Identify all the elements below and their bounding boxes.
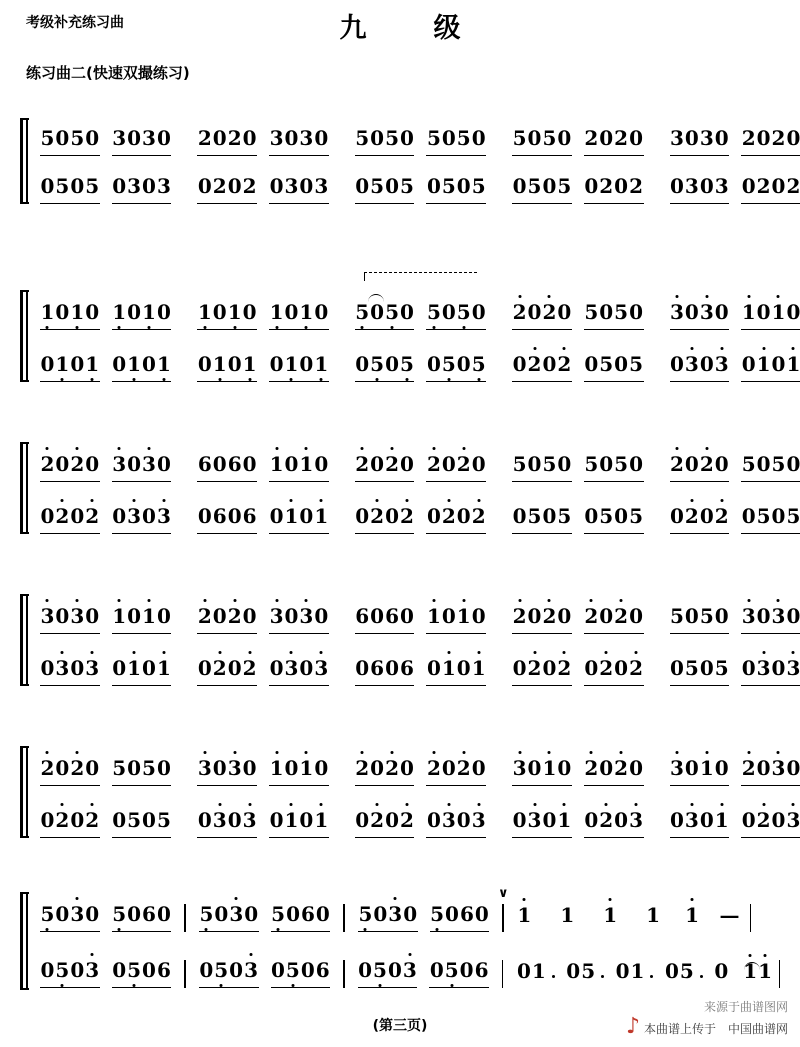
staff: [20, 880, 780, 1000]
note-group: 0 1 0 1: [112, 658, 172, 686]
page-number: (第三页): [372, 1018, 428, 1034]
note-group: 3 0 3 0: [670, 128, 730, 156]
note-group: 0 5 0 3: [40, 960, 100, 988]
system-brace: [20, 442, 29, 534]
staff: [20, 272, 800, 382]
measure: [34, 606, 177, 634]
system-6: [20, 880, 780, 1000]
staff: [20, 118, 800, 204]
note-group: 0 3 0 3: [269, 658, 329, 686]
lower-voice-row: [34, 504, 800, 534]
note-group: 0 5: [566, 961, 599, 988]
measure: [349, 354, 492, 382]
note-group: 1 0 1 0: [40, 302, 100, 330]
note-group: 0 2 0 2: [355, 810, 415, 838]
measure: [506, 810, 649, 838]
note-group: 5 0 6 0: [112, 904, 172, 932]
measure: [664, 506, 800, 534]
note-group: 0 2 0 2: [355, 506, 415, 534]
note-group: 2 0 3 0: [741, 758, 800, 786]
note-group: 0 5 0 5: [426, 176, 486, 204]
note-group: 5 0 6 0: [271, 904, 331, 932]
note-group: 0 5 0 5: [40, 176, 100, 204]
note-group: 0 2 0 3: [741, 810, 800, 838]
note-group: 0 3 0 3: [426, 810, 486, 838]
note-group: 1 0 1 0: [269, 758, 329, 786]
upper-voice-row: [34, 126, 800, 156]
barline: [343, 960, 344, 988]
system-2: [20, 272, 800, 382]
measure: [506, 176, 649, 204]
note-group: 1 0 1 0: [112, 606, 172, 634]
note-group: 5 0 5 0: [584, 454, 644, 482]
measure: [34, 128, 177, 156]
note-group: 5 0 5 0: [355, 128, 415, 156]
measure: [34, 454, 177, 482]
upper-voice-row: [34, 300, 800, 330]
measure: [664, 810, 800, 838]
note-group: 5 0 5 0: [40, 128, 100, 156]
measure: [191, 658, 334, 686]
note-group: 0 1 0 1: [40, 354, 100, 382]
note-group: 5 0 5 0: [512, 128, 572, 156]
measure: [191, 606, 334, 634]
note-group: 0 5 0 5: [741, 506, 800, 534]
note-group: 3 0 1 0: [670, 758, 730, 786]
measure: [506, 658, 649, 686]
measure: [191, 176, 334, 204]
lower-voice-row: [34, 656, 800, 686]
measure: [34, 658, 177, 686]
note-group: 5 0 5 0: [426, 302, 486, 330]
note-group: 2 0 2 0: [197, 128, 257, 156]
note-group: 0 2 0 2: [512, 354, 572, 382]
note-group: 2 0 2 0: [426, 454, 486, 482]
note-group: 1: [685, 905, 700, 932]
system-3: [20, 424, 800, 534]
measure: [34, 904, 177, 932]
note-group: 0 2 0 3: [584, 810, 644, 838]
lower-voice-row: [34, 808, 800, 838]
barline: [343, 904, 345, 932]
measure: [664, 606, 800, 634]
barline: [184, 960, 185, 988]
measure: [349, 506, 492, 534]
measure: [352, 960, 495, 988]
note-group: 0 1 0 1: [112, 354, 172, 382]
note-group: 0 3 0 1: [512, 810, 572, 838]
note-group: 0 3 0 3: [40, 658, 100, 686]
note-group: 2 0 2 0: [197, 606, 257, 634]
note-group: 2 0 2 0: [355, 758, 415, 786]
note-group: 0 3 0 1: [670, 810, 730, 838]
note-group: 0 5 0 5: [355, 176, 415, 204]
note-group: 0 6 0 6: [355, 658, 415, 686]
measure: [352, 904, 495, 932]
measure: [349, 758, 492, 786]
note-group: 0 2 0 2: [584, 658, 644, 686]
note-group: 0 2 0 2: [512, 658, 572, 686]
barline: [184, 904, 186, 932]
note-group: 0 5 0 3: [199, 960, 259, 988]
note-group: 3 0 3 0: [741, 606, 800, 634]
note-group: 1: [517, 905, 532, 932]
note-group: 3 0 1 0: [512, 758, 572, 786]
note-group: 2 0 2 0: [355, 454, 415, 482]
note-group: 5 0 3 0: [40, 904, 100, 932]
measure: [34, 758, 177, 786]
measure: [664, 302, 800, 330]
measure: [506, 606, 649, 634]
note-group: 0 5 0 5: [355, 354, 415, 382]
note-group: 1 0 1 0: [112, 302, 172, 330]
note-group: 1 0 1 0: [269, 454, 329, 482]
upper-voice-row: [34, 604, 800, 634]
note-group: 5 0 5 0: [741, 454, 800, 482]
note-group: 5 0 5 0: [512, 454, 572, 482]
note-group: 0 1: [516, 961, 549, 988]
note-group: 0 5 0 5: [584, 506, 644, 534]
repeat-bracket: [364, 272, 477, 281]
note-group: 0 3 0 3: [269, 176, 329, 204]
measure: [191, 506, 334, 534]
measure: [34, 176, 177, 204]
note-group: 5 0 5 0: [584, 302, 644, 330]
note-group: 5 0 5 0: [355, 302, 415, 330]
measure: [34, 354, 177, 382]
note-group: 1 0 1 0: [741, 302, 800, 330]
note-group: 1: [603, 905, 618, 932]
note-group: 0: [714, 959, 729, 983]
note-group: 3 0 3 0: [670, 302, 730, 330]
note-group: 0 2 0 2: [670, 506, 730, 534]
measure: [34, 960, 177, 988]
note-group: 0 1 0 1: [741, 354, 800, 382]
watermark-source: 来源于曲谱图网: [703, 1000, 788, 1014]
note-group: —: [719, 903, 740, 927]
upper-voice-row: [34, 452, 800, 482]
lower-voice-row: [34, 960, 780, 988]
barline: [502, 960, 503, 988]
note-group: 0 2 0 2: [197, 658, 257, 686]
note-group: 0 5 0 3: [358, 960, 418, 988]
note-group: 3 0 3 0: [269, 606, 329, 634]
note-group: 3 0 3 0: [112, 128, 172, 156]
measure: [349, 658, 492, 686]
note-group: 0 5 0 5: [584, 354, 644, 382]
measure: [191, 354, 334, 382]
note-group: 0 1 0 1: [269, 354, 329, 382]
note-group: 2 0 2 0: [670, 454, 730, 482]
note-group: 0 1 0 1: [197, 354, 257, 382]
note-group: 5 0 5 0: [670, 606, 730, 634]
note-group: 1 0 1 0: [269, 302, 329, 330]
measure: [349, 176, 492, 204]
note-group: 0 5 0 6: [429, 960, 489, 988]
staff: [20, 728, 800, 838]
note-group: 0 3 0 3: [112, 176, 172, 204]
note-group: 1 0 1 0: [426, 606, 486, 634]
upper-voice-row: [34, 756, 800, 786]
system-brace: [20, 892, 29, 990]
measure: [506, 758, 649, 786]
measure: [191, 128, 334, 156]
note-group: 0 2 0 2: [584, 176, 644, 204]
measure: [349, 810, 492, 838]
measure: [664, 658, 800, 686]
note-group: 0 3 0 3: [670, 176, 730, 204]
final-barline: [750, 904, 752, 932]
note-group: 2 0 2 0: [741, 128, 800, 156]
final-barline: [779, 960, 780, 988]
system-5: [20, 728, 800, 838]
system-brace: [20, 746, 29, 838]
measure: [506, 302, 649, 330]
note-group: 0 2 0 2: [741, 176, 800, 204]
measure: [664, 454, 800, 482]
note-group: 6 0 6 0: [197, 454, 257, 482]
note-group: 0 5 0 6: [271, 960, 331, 988]
note-group: 0 1 0 1: [426, 658, 486, 686]
note-group: 0 2 0 2: [40, 506, 100, 534]
note-group: 0 3 0 3: [670, 354, 730, 382]
note-group: 3 0 3 0: [40, 606, 100, 634]
note-group: 0 5: [664, 961, 697, 988]
note-group: 0 3 0 3: [112, 506, 172, 534]
measure: [34, 302, 177, 330]
lower-voice-row: [34, 174, 800, 204]
note-group: 2 0 2 0: [584, 606, 644, 634]
note-group: 5 0 3 0: [199, 904, 259, 932]
lower-voice-row: [34, 352, 800, 382]
barline: [502, 904, 504, 932]
note-group: 5 0 5 0: [426, 128, 486, 156]
system-brace: [20, 290, 29, 382]
note-group: 0 2 0 2: [426, 506, 486, 534]
note-group: 0 6 0 6: [197, 506, 257, 534]
note-group: 3 0 3 0: [269, 128, 329, 156]
note-group: 1 0 1 0: [197, 302, 257, 330]
measure: [191, 810, 334, 838]
measure: [664, 758, 800, 786]
measure: [349, 128, 492, 156]
note-group: 3 0 3 0: [112, 454, 172, 482]
note-group: 0 5 0 5: [426, 354, 486, 382]
measure: [191, 454, 334, 482]
note-group: 0 5 0 5: [512, 176, 572, 204]
note-group: 2 0 2 0: [40, 454, 100, 482]
note-group: 2 0 2 0: [512, 302, 572, 330]
page-title: 九 级: [339, 13, 481, 44]
system-4: [20, 576, 800, 686]
note-group: 5 0 3 0: [358, 904, 418, 932]
measure: [510, 961, 778, 988]
watermark-upload: 本曲谱上传于 中国曲谱网: [643, 1022, 788, 1036]
note-group: 0 1: [615, 961, 648, 988]
measure: [191, 758, 334, 786]
measure: [664, 176, 800, 204]
note-group: 0 3 0 3: [741, 658, 800, 686]
staff: [20, 576, 800, 686]
measure: [506, 506, 649, 534]
note-group: 6 0 6 0: [355, 606, 415, 634]
measure: [506, 454, 649, 482]
measure: [34, 506, 177, 534]
measure: [349, 302, 492, 330]
measure: [34, 810, 177, 838]
breath-mark-icon: ∨: [498, 886, 509, 901]
note-group: 0 1 0 1: [269, 810, 329, 838]
upper-voice-row: [34, 904, 780, 932]
measure: [506, 354, 649, 382]
exam-supplement-label: 考级补充练习曲: [26, 15, 124, 31]
measure: [506, 128, 649, 156]
note-group: 0 5 0 5: [112, 810, 172, 838]
note-group: 1 1: [743, 961, 773, 988]
system-1: [20, 118, 800, 204]
note-group: 0 1 0 1: [269, 506, 329, 534]
note-group: 1: [560, 903, 575, 927]
system-brace: [20, 594, 29, 686]
measure: [349, 606, 492, 634]
note-group: 2 0 2 0: [40, 758, 100, 786]
piece-subtitle: 练习曲二(快速双撮练习): [26, 64, 190, 82]
measure: [191, 302, 334, 330]
note-group: 0 5 0 5: [670, 658, 730, 686]
note-group: 2 0 2 0: [512, 606, 572, 634]
measure: [511, 905, 750, 932]
measure: [664, 128, 800, 156]
measure: [664, 354, 800, 382]
note-group: 2 0 2 0: [584, 128, 644, 156]
note-group: 3 0 3 0: [197, 758, 257, 786]
measure: [193, 960, 336, 988]
note-group: 0 5 0 6: [112, 960, 172, 988]
system-brace: [20, 118, 29, 204]
note-group: 5 0 6 0: [430, 904, 490, 932]
measure: [193, 904, 336, 932]
note-group: 2 0 2 0: [426, 758, 486, 786]
note-group: 0 2 0 2: [197, 176, 257, 204]
measure: [349, 454, 492, 482]
note-group: 0 2 0 2: [40, 810, 100, 838]
note-group: 1: [646, 903, 661, 927]
staff: [20, 424, 800, 534]
note-group: 5 0 5 0: [112, 758, 172, 786]
note-group: 0 3 0 3: [197, 810, 257, 838]
site-logo-icon: ♪: [625, 1014, 640, 1039]
note-group: 0 5 0 5: [512, 506, 572, 534]
note-group: 2 0 2 0: [584, 758, 644, 786]
